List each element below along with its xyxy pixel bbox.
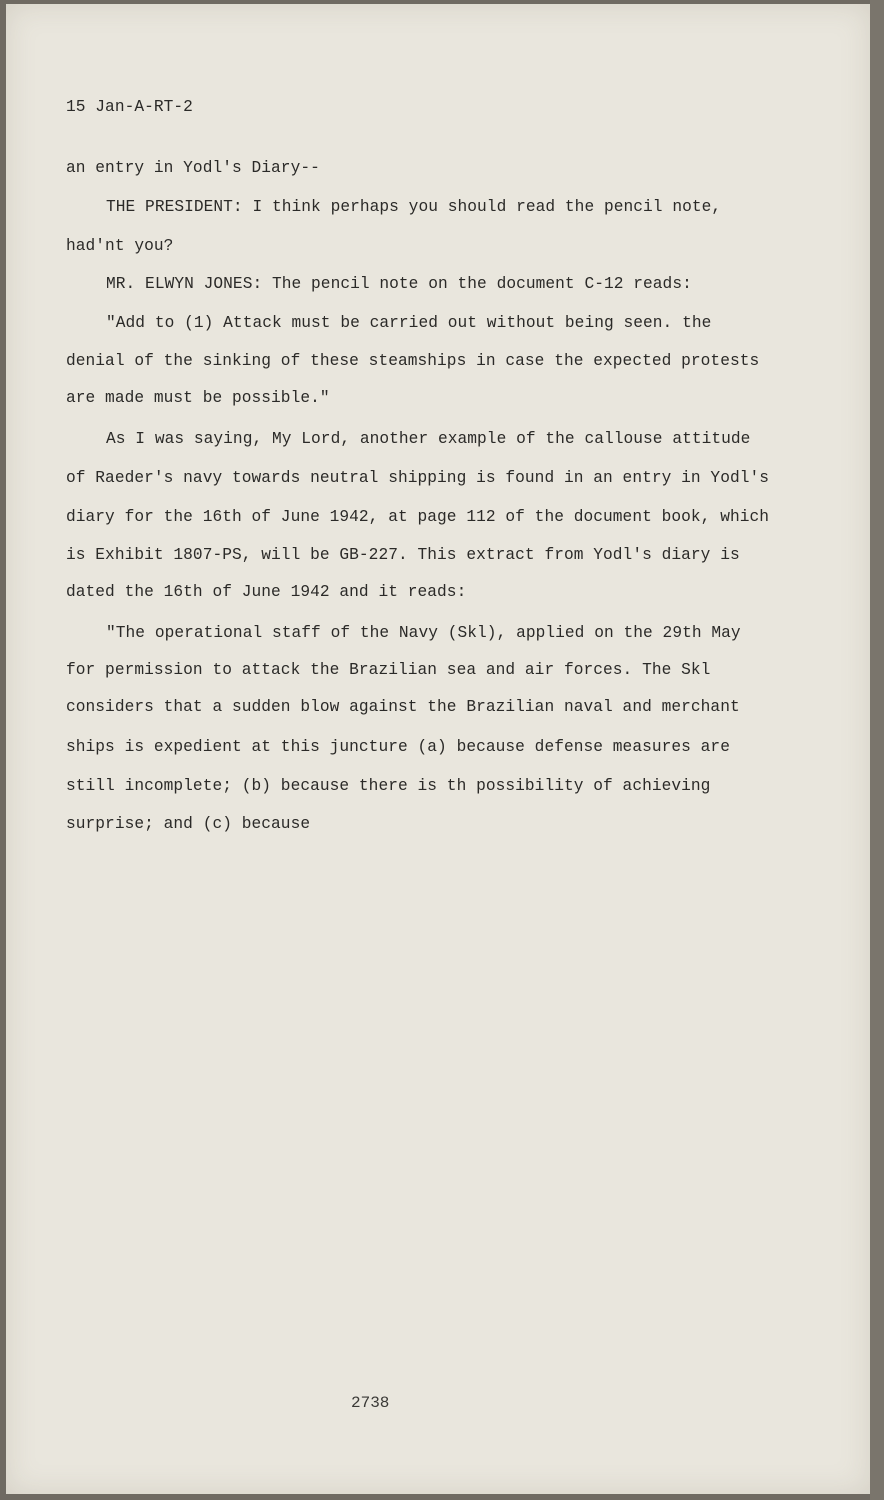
text-line-12: dated the 16th of June 1942 and it reads:	[66, 583, 467, 601]
text-line-7: are made must be possible."	[66, 389, 330, 407]
page-number: 2738	[351, 1394, 390, 1412]
text-line-3: had'nt you?	[66, 237, 174, 255]
text-line-1: an entry in Yodl's Diary--	[66, 159, 320, 177]
text-line-16: ships is expedient at this juncture (a) because defense measures are	[66, 738, 730, 756]
text-line-2: THE PRESIDENT: I think perhaps you should read the pencil note,	[106, 198, 722, 216]
text-line-13: "The operational staff of the Navy (Skl), applied on the 29th May	[106, 624, 741, 642]
text-line-4: MR. ELWYN JONES: The pencil note on the document C-12 reads:	[106, 275, 692, 293]
text-line-8: As I was saying, My Lord, another example of the callouse attitude	[106, 430, 751, 448]
page-reference: 15 Jan-A-RT-2	[66, 98, 193, 116]
text-line-15: considers that a sudden blow against the Brazilian naval and merchant	[66, 698, 740, 716]
document-page	[6, 4, 872, 1494]
text-line-6: denial of the sinking of these steamships in case the expected protests	[66, 352, 760, 370]
text-line-18: surprise; and (c) because	[66, 815, 311, 833]
text-line-10: diary for the 16th of June 1942, at page 112 of the document book, which	[66, 508, 770, 526]
text-line-5: "Add to (1) Attack must be carried out without being seen. the	[106, 314, 712, 332]
text-line-17: still incomplete; (b) because there is th possibility of achieving	[66, 777, 711, 795]
page-edge-shadow	[870, 0, 884, 1500]
text-line-9: of Raeder's navy towards neutral shipping is found in an entry in Yodl's	[66, 469, 770, 487]
text-line-14: for permission to attack the Brazilian sea and air forces. The Skl	[66, 661, 711, 679]
text-line-11: is Exhibit 1807-PS, will be GB-227. This extract from Yodl's diary is	[66, 546, 740, 564]
